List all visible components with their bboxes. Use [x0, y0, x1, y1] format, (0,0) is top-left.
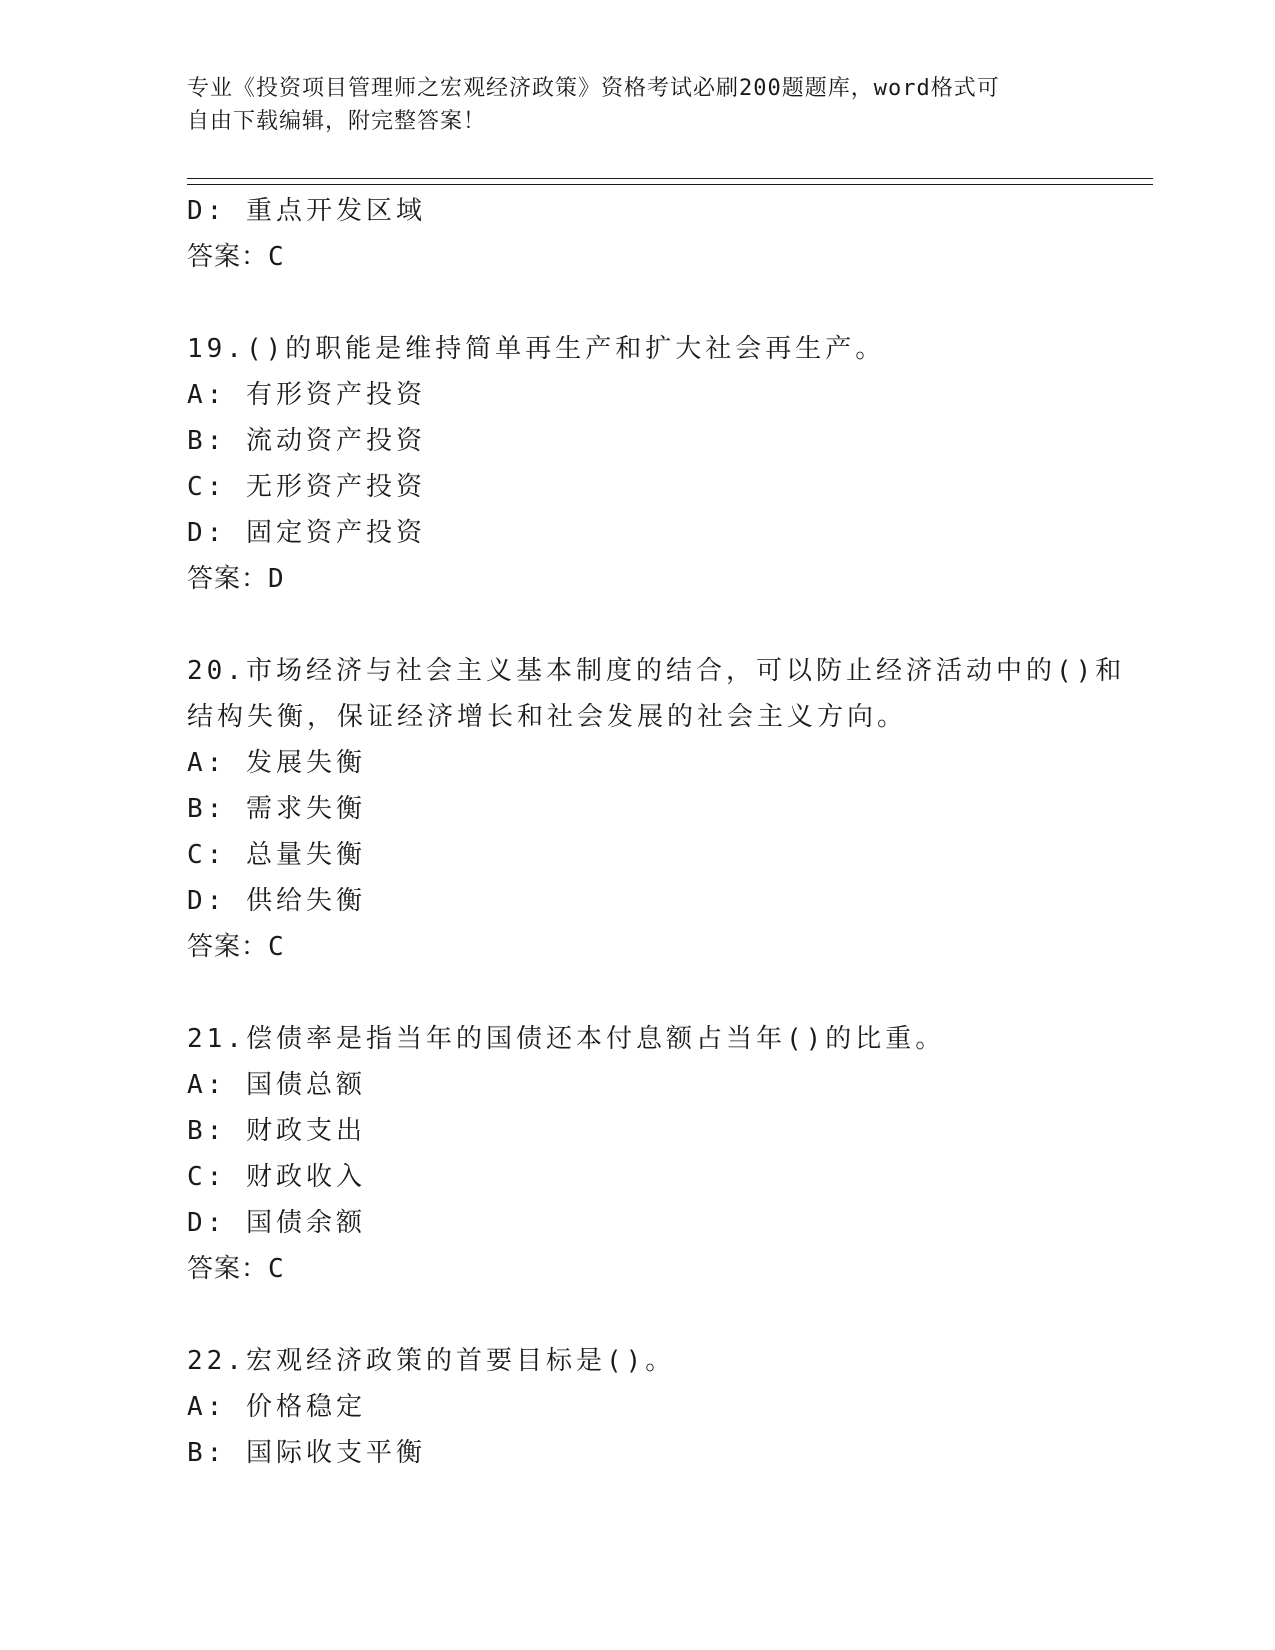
answer-value: D	[268, 564, 285, 594]
question-stem: 22.宏观经济政策的首要目标是()。	[187, 1346, 676, 1376]
answer-value: C	[268, 242, 285, 272]
question-20	[187, 648, 1126, 970]
option-c: C: 无形资产投资	[187, 472, 426, 502]
option-d: D: 国债余额	[187, 1208, 366, 1238]
spacer	[187, 970, 1087, 1016]
question-19	[187, 326, 1087, 602]
header-rule-bottom	[187, 184, 1153, 185]
spacer	[187, 602, 1087, 648]
option-a: A: 价格稳定	[187, 1392, 366, 1422]
answer-label: 答案：	[187, 242, 269, 272]
answer-label: 答案：	[187, 564, 269, 594]
option-a: A: 国债总额	[187, 1070, 366, 1100]
option-b: B: 需求失衡	[187, 794, 366, 824]
answer-label: 答案：	[187, 932, 269, 962]
option-b: B: 流动资产投资	[187, 426, 426, 456]
option-c: C: 财政收入	[187, 1162, 366, 1192]
answer-line	[187, 556, 1087, 602]
answer-line	[187, 924, 1087, 970]
answer-line	[187, 1246, 1087, 1292]
option-b: B: 财政支出	[187, 1116, 366, 1146]
question-stem: 20.市场经济与社会主义基本制度的结合，可以防止经济活动中的()和	[187, 656, 1126, 686]
option-c: C: 总量失衡	[187, 840, 366, 870]
option-d: D: 重点开发区域	[187, 196, 426, 226]
option-b: B: 国际收支平衡	[187, 1438, 426, 1468]
header-line-1: 专业《投资项目管理师之宏观经济政策》资格考试必刷200题题库，word格式可	[187, 76, 1000, 101]
option-d: D: 固定资产投资	[187, 518, 426, 548]
option-a: A: 有形资产投资	[187, 380, 426, 410]
spacer	[187, 280, 1087, 326]
option-d: D: 供给失衡	[187, 886, 366, 916]
header-rule-top	[187, 178, 1153, 179]
question-stem: 21.偿债率是指当年的国债还本付息额占当年()的比重。	[187, 1024, 946, 1054]
question-stem-continued: 结构失衡，保证经济增长和社会发展的社会主义方向。	[187, 702, 908, 732]
question-21	[187, 1016, 1087, 1292]
question-stem: 19.()的职能是维持简单再生产和扩大社会再生产。	[187, 334, 886, 364]
question-22	[187, 1338, 1087, 1476]
spacer	[187, 1292, 1087, 1338]
option-a: A: 发展失衡	[187, 748, 366, 778]
answer-value: C	[268, 932, 285, 962]
header-line-2: 自由下载编辑，附完整答案！	[187, 109, 487, 134]
answer-label: 答案：	[187, 1254, 269, 1284]
question-list	[187, 188, 1126, 1476]
answer-line	[187, 234, 1087, 280]
answer-value: C	[268, 1254, 285, 1284]
document-header	[187, 72, 1067, 138]
